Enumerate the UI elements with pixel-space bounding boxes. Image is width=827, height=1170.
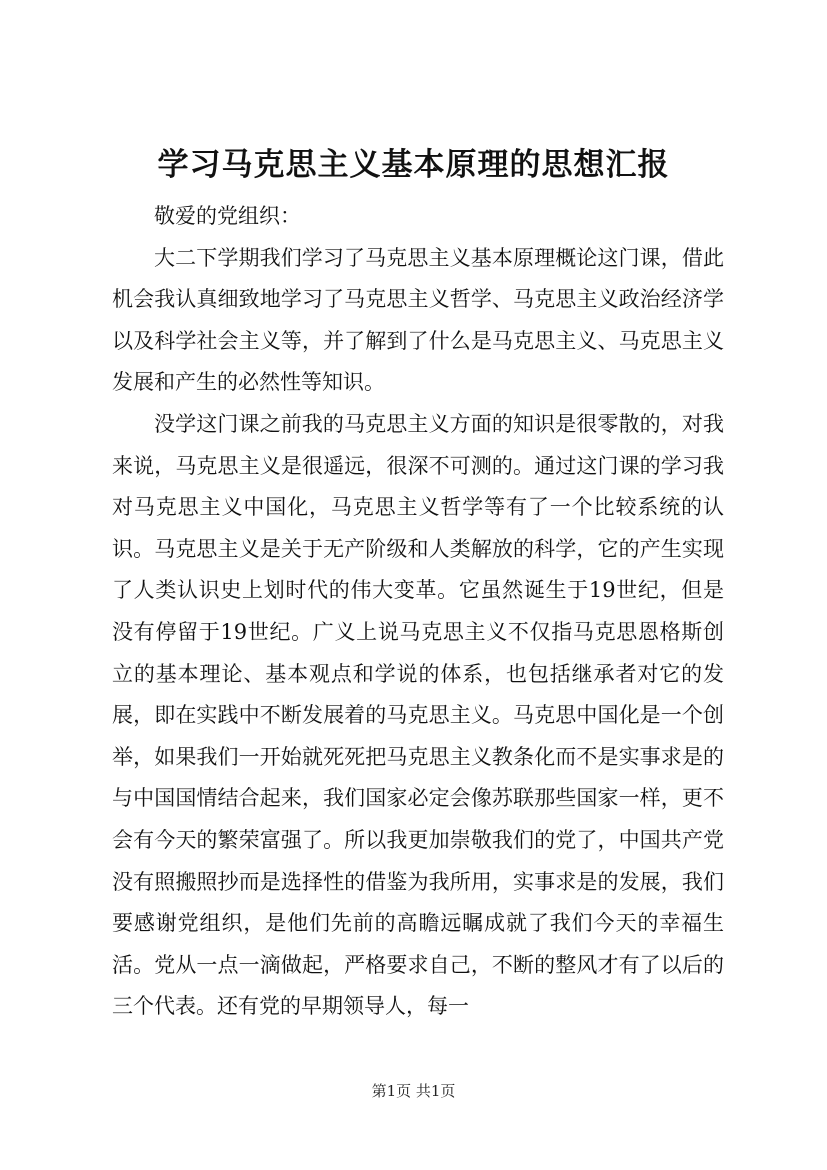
document-title: 学习马克思主义基本原理的思想汇报	[157, 147, 670, 183]
paragraph-2: 没学这门课之前我的马克思主义方面的知识是很零散的，对我来说，马克思主义是很遥远，很深不可测的。通过这门课的学习我对马克思主义中国化，马克思主义哲学等有了一个比较系统的认识。马克思主义是关于无产阶级和人类解放的科学，它的产生实现了人类认识史上划时代的伟大变革。它虽然诞生于19世纪，但是没有停留于19世纪。广义上说马克思主义不仅指马克思恩格斯创立的基本理论、基本观点和学说的体系，也包括继承者对它的发展，即在实践中不断发展着的马克思主义。马克思中国化是一个创举，如果我们一开始就死死把马克思主义教条化而不是实事求是的与中国国情结合起来，我们国家必定会像苏联那些国家一样，更不会有今天的繁荣富强了。所以我更加崇敬我们的党了，中国共产党没有照搬照抄而是选择性的借鉴为我所用，实事求是的发展，我们要感谢党组织，是他们先前的高瞻远瞩成就了我们今天的幸福生活。党从一点一滴做起，严格要求自己，不断的整风才有了以后的三个代表。还有党的早期领导人，每一	[112, 411, 724, 1019]
document-body	[112, 196, 724, 1028]
page-number-footer: 第1页 共1页	[371, 1082, 456, 1100]
paragraph-1: 大二下学期我们学习了马克思主义基本原理概论这门课，借此机会我认真细致地学习了马克思主义哲学、马克思主义政治经济学以及科学社会主义等，并了解到了什么是马克思主义、马克思主义发展和产生的必然性等知识。	[112, 245, 724, 395]
salutation: 敬爱的党组织：	[154, 204, 301, 228]
